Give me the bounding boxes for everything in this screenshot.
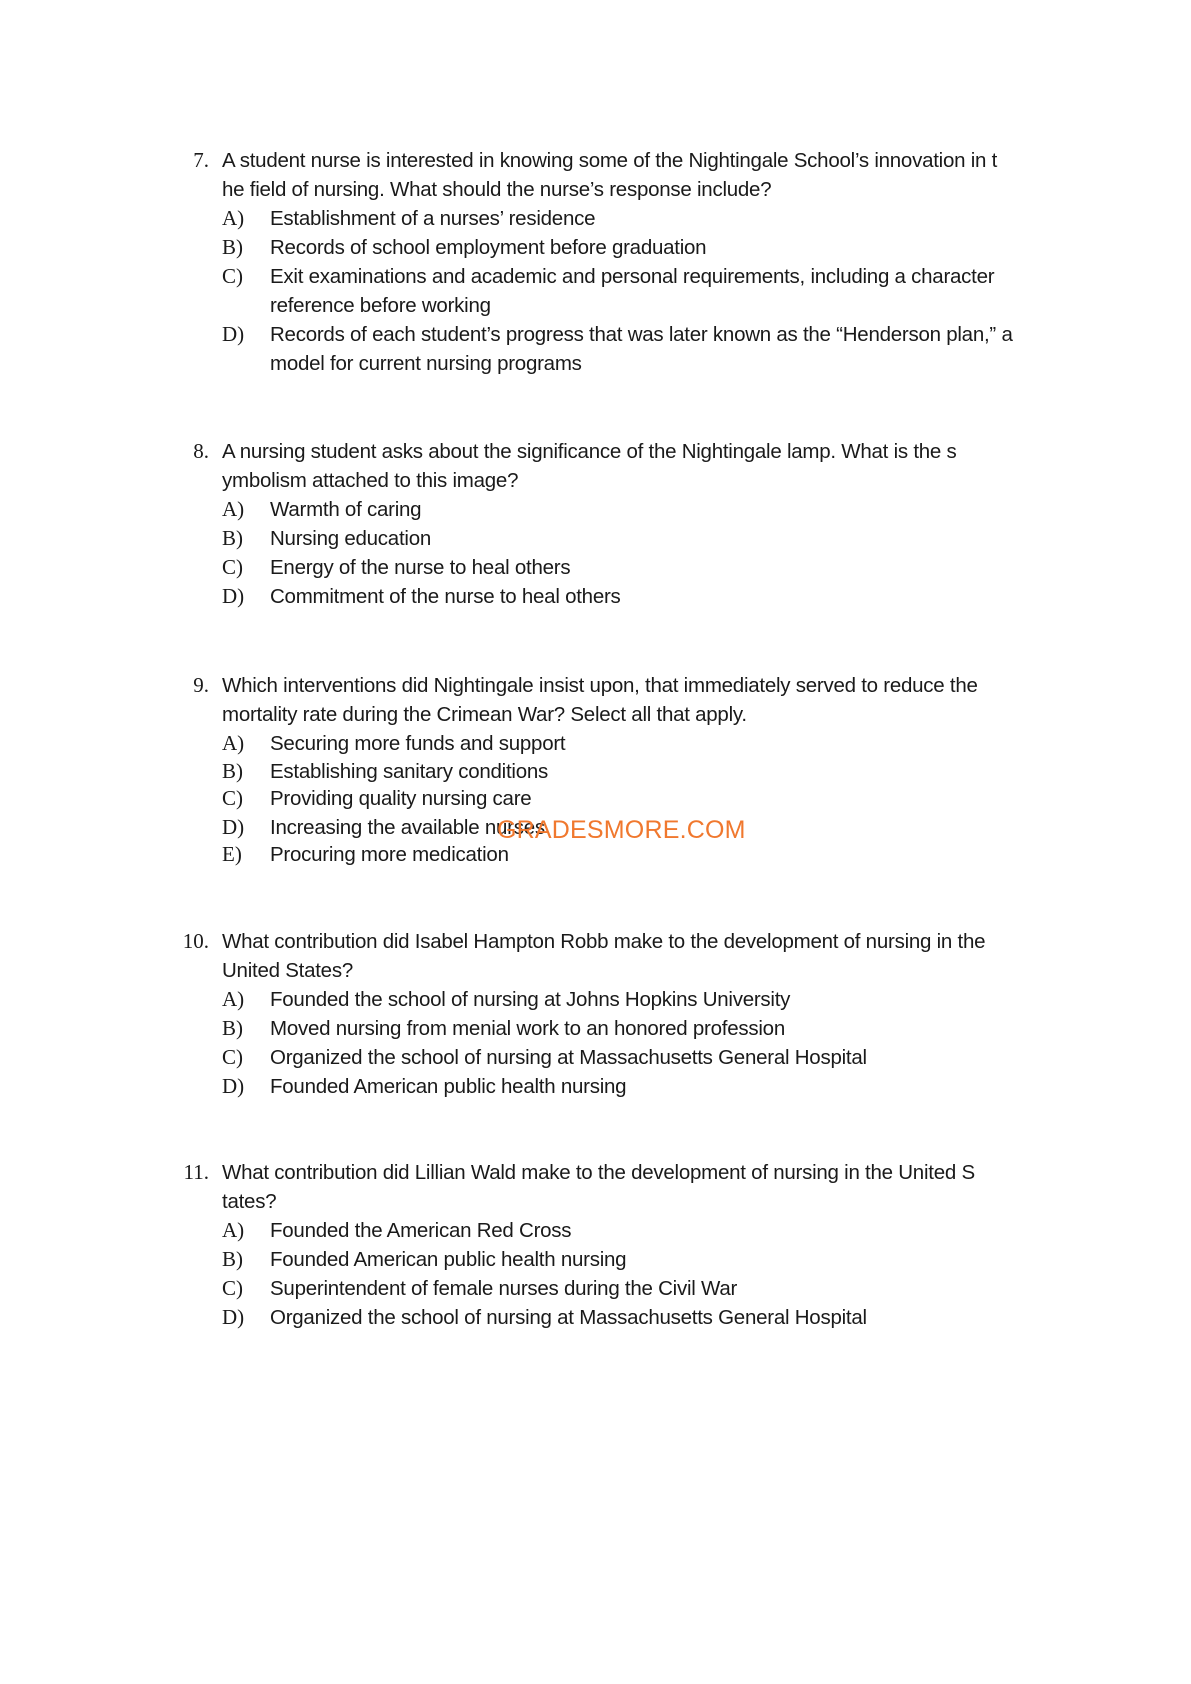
option-text: Records of school employment before graduation — [270, 236, 707, 259]
option-letter: B) — [222, 1016, 243, 1040]
question-text-line: What contribution did Isabel Hampton Robb make to the development of nursing in the — [222, 930, 986, 953]
option-text: Warmth of caring — [270, 498, 422, 521]
option-text: Founded the American Red Cross — [270, 1219, 572, 1242]
option-letter: B) — [222, 235, 243, 259]
option-letter: C) — [222, 1276, 243, 1300]
question-7 — [0, 146, 1191, 378]
option-letter: C) — [222, 264, 243, 288]
option-letter: C) — [222, 555, 243, 579]
answer-option — [0, 757, 1191, 784]
option-text: Nursing education — [270, 527, 431, 550]
question-11 — [0, 1158, 1191, 1332]
answer-option — [0, 784, 1191, 813]
answer-option — [0, 1303, 1191, 1332]
option-letter: A) — [222, 731, 245, 755]
option-text: Founded American public health nursing — [270, 1248, 627, 1271]
option-text: Increasing the available nurses — [270, 816, 545, 839]
option-text: Energy of the nurse to heal others — [270, 556, 571, 579]
answer-option — [0, 582, 1191, 611]
question-text-line: he field of nursing. What should the nurse’s response include? — [222, 178, 772, 201]
option-text: Moved nursing from menial work to an honored profession — [270, 1017, 785, 1040]
question-text-line: A student nurse is interested in knowing some of the Nightingale School’s innovation in t — [222, 149, 998, 172]
option-text: Procuring more medication — [270, 843, 509, 866]
option-text: Establishment of a nurses’ residence — [270, 207, 596, 230]
question-text-line: tates? — [222, 1190, 277, 1213]
option-letter: A) — [222, 206, 245, 230]
answer-option — [0, 1245, 1191, 1274]
option-text: Founded the school of nursing at Johns Hopkins University — [270, 988, 791, 1011]
watermark: GRADESMORE.COM — [497, 816, 746, 844]
answer-option — [0, 320, 1191, 378]
option-letter: C) — [222, 786, 243, 810]
question-number: 8. — [193, 439, 209, 463]
option-letter: B) — [222, 1247, 243, 1271]
question-number: 11. — [183, 1160, 209, 1184]
answer-option — [0, 1072, 1191, 1101]
question-text-line: United States? — [222, 959, 353, 982]
option-letter: D) — [222, 815, 245, 839]
answer-option — [0, 1014, 1191, 1043]
option-text: Organized the school of nursing at Massachusetts General Hospital — [270, 1046, 867, 1069]
option-letter: C) — [222, 1045, 243, 1069]
answer-option — [0, 1043, 1191, 1072]
question-text-line: What contribution did Lillian Wald make to the development of nursing in the United S — [222, 1161, 975, 1184]
answer-option — [0, 1274, 1191, 1303]
option-letter: A) — [222, 987, 245, 1011]
answer-option — [0, 233, 1191, 262]
option-text: Organized the school of nursing at Massachusetts General Hospital — [270, 1306, 867, 1329]
option-letter: A) — [222, 497, 245, 521]
question-text-line: Which interventions did Nightingale insist upon, that immediately served to reduce the — [222, 674, 978, 697]
option-text: Providing quality nursing care — [270, 787, 532, 810]
option-letter: D) — [222, 1074, 245, 1098]
answer-option — [0, 262, 1191, 320]
question-8 — [0, 437, 1191, 611]
answer-option — [0, 553, 1191, 582]
option-letter: B) — [222, 526, 243, 550]
option-text: Records of each student’s progress that was later known as the “Henderson plan,” a model for current nursing programs — [270, 323, 1013, 375]
option-letter: D) — [222, 584, 245, 608]
question-10 — [0, 927, 1191, 1101]
option-text: Founded American public health nursing — [270, 1075, 627, 1098]
answer-option — [0, 204, 1191, 233]
answer-option — [0, 729, 1191, 757]
question-number: 7. — [193, 148, 209, 172]
option-text: Securing more funds and support — [270, 732, 566, 755]
option-letter: D) — [222, 322, 245, 346]
answer-option — [0, 985, 1191, 1014]
question-number: 10. — [182, 929, 209, 953]
answer-option — [0, 1216, 1191, 1245]
option-text: Establishing sanitary conditions — [270, 760, 549, 783]
question-text-line: mortality rate during the Crimean War? Select all that apply. — [222, 703, 747, 726]
question-text-line: A nursing student asks about the significance of the Nightingale lamp. What is the s — [222, 440, 957, 463]
answer-option — [0, 524, 1191, 553]
question-text-line: ymbolism attached to this image? — [222, 469, 519, 492]
option-text: Superintendent of female nurses during the Civil War — [270, 1277, 738, 1300]
question-number: 9. — [193, 673, 209, 697]
answer-option — [0, 495, 1191, 524]
option-letter: E) — [222, 842, 242, 866]
option-letter: A) — [222, 1218, 245, 1242]
option-letter: B) — [222, 759, 243, 783]
option-text: Exit examinations and academic and personal requirements, including a character reference before working — [270, 265, 995, 317]
option-letter: D) — [222, 1305, 245, 1329]
option-text: Commitment of the nurse to heal others — [270, 585, 621, 608]
